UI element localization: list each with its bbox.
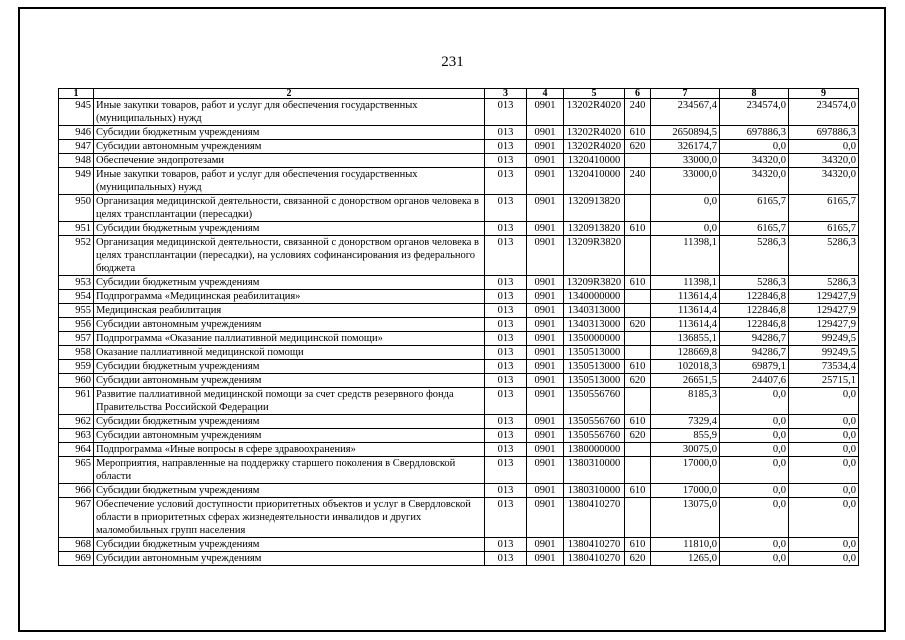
col3-cell: 013 (485, 140, 527, 154)
col8-value-cell: 0,0 (720, 552, 789, 566)
col9-value-cell: 0,0 (789, 140, 859, 154)
col4-cell: 0901 (527, 360, 564, 374)
col5-cell: 1340313000 (564, 304, 625, 318)
col6-cell: 610 (625, 126, 651, 140)
col9-value-cell: 0,0 (789, 498, 859, 538)
col3-cell: 013 (485, 154, 527, 168)
row-number-cell: 969 (59, 552, 94, 566)
col7-value-cell: 113614,4 (651, 290, 720, 304)
col9-value-cell: 0,0 (789, 443, 859, 457)
row-number-cell: 966 (59, 484, 94, 498)
header-cell: 4 (527, 89, 564, 99)
col4-cell: 0901 (527, 236, 564, 276)
col9-value-cell: 5286,3 (789, 236, 859, 276)
header-cell: 6 (625, 89, 651, 99)
col9-value-cell: 5286,3 (789, 276, 859, 290)
col5-cell: 1380000000 (564, 443, 625, 457)
col8-value-cell: 0,0 (720, 457, 789, 484)
col4-cell: 0901 (527, 552, 564, 566)
col4-cell: 0901 (527, 457, 564, 484)
col6-cell (625, 154, 651, 168)
col4-cell: 0901 (527, 195, 564, 222)
col7-value-cell: 11398,1 (651, 276, 720, 290)
col5-cell: 1340000000 (564, 290, 625, 304)
col6-cell (625, 236, 651, 276)
row-number-cell: 961 (59, 388, 94, 415)
row-number-cell: 959 (59, 360, 94, 374)
col8-value-cell: 0,0 (720, 498, 789, 538)
col4-cell: 0901 (527, 429, 564, 443)
col3-cell: 013 (485, 99, 527, 126)
col3-cell: 013 (485, 374, 527, 388)
col7-value-cell: 0,0 (651, 222, 720, 236)
budget-table (58, 88, 859, 566)
col6-cell (625, 346, 651, 360)
row-name-cell: Медицинская реабилитация (94, 304, 485, 318)
row-name-cell: Обеспечение условий доступности приоритетных объектов и услуг в Свердловской области в приоритетных сферах жизнедеятельности инвалидов и других маломобильных групп населения (94, 498, 485, 538)
row-number-cell: 954 (59, 290, 94, 304)
table-row (59, 346, 859, 360)
row-number-cell: 951 (59, 222, 94, 236)
col5-cell: 1340313000 (564, 318, 625, 332)
table-row (59, 388, 859, 415)
col6-cell: 620 (625, 140, 651, 154)
col6-cell: 610 (625, 222, 651, 236)
page-number: 231 (441, 54, 464, 70)
col6-cell (625, 304, 651, 318)
col5-cell: 1380310000 (564, 457, 625, 484)
row-number-cell: 958 (59, 346, 94, 360)
col7-value-cell: 136855,1 (651, 332, 720, 346)
col5-cell: 1350513000 (564, 346, 625, 360)
col6-cell: 240 (625, 99, 651, 126)
col7-value-cell: 234567,4 (651, 99, 720, 126)
col4-cell: 0901 (527, 498, 564, 538)
col5-cell: 1320410000 (564, 154, 625, 168)
col5-cell: 13202R4020 (564, 99, 625, 126)
table-row (59, 332, 859, 346)
col3-cell: 013 (485, 168, 527, 195)
row-name-cell: Оказание паллиативной медицинской помощи (94, 346, 485, 360)
row-name-cell: Обеспечение эндопротезами (94, 154, 485, 168)
row-name-cell: Подпрограмма «Оказание паллиативной медицинской помощи» (94, 332, 485, 346)
table-row (59, 276, 859, 290)
row-name-cell: Иные закупки товаров, работ и услуг для обеспечения государственных (муниципальных) нужд (94, 168, 485, 195)
col8-value-cell: 34320,0 (720, 168, 789, 195)
col5-cell: 1320913820 (564, 222, 625, 236)
col8-value-cell: 0,0 (720, 415, 789, 429)
col4-cell: 0901 (527, 318, 564, 332)
table-row (59, 99, 859, 126)
col7-value-cell: 326174,7 (651, 140, 720, 154)
col9-value-cell: 129427,9 (789, 290, 859, 304)
row-number-cell: 968 (59, 538, 94, 552)
row-name-cell: Развитие паллиативной медицинской помощи за счет средств резервного фонда Правительства Российской Федерации (94, 388, 485, 415)
col9-value-cell: 99249,5 (789, 332, 859, 346)
table-row (59, 552, 859, 566)
row-name-cell: Мероприятия, направленные на поддержку старшего поколения в Свердловской области (94, 457, 485, 484)
col7-value-cell: 113614,4 (651, 318, 720, 332)
col7-value-cell: 33000,0 (651, 168, 720, 195)
col9-value-cell: 129427,9 (789, 304, 859, 318)
row-number-cell: 952 (59, 236, 94, 276)
col3-cell: 013 (485, 346, 527, 360)
row-name-cell: Организация медицинской деятельности, связанной с донорством органов человека в целях трансплантации (пересадки) (94, 195, 485, 222)
col6-cell: 610 (625, 360, 651, 374)
col7-value-cell: 8185,3 (651, 388, 720, 415)
row-name-cell: Субсидии автономным учреждениям (94, 429, 485, 443)
row-name-cell: Субсидии бюджетным учреждениям (94, 222, 485, 236)
col4-cell: 0901 (527, 484, 564, 498)
row-number-cell: 948 (59, 154, 94, 168)
row-name-cell: Субсидии бюджетным учреждениям (94, 484, 485, 498)
col3-cell: 013 (485, 538, 527, 552)
table-row (59, 429, 859, 443)
col6-cell (625, 443, 651, 457)
col3-cell: 013 (485, 276, 527, 290)
col3-cell: 013 (485, 498, 527, 538)
col8-value-cell: 0,0 (720, 538, 789, 552)
row-number-cell: 946 (59, 126, 94, 140)
col9-value-cell: 6165,7 (789, 222, 859, 236)
col8-value-cell: 69879,1 (720, 360, 789, 374)
col5-cell: 13209R3820 (564, 276, 625, 290)
col9-value-cell: 129427,9 (789, 318, 859, 332)
col7-value-cell: 17000,0 (651, 457, 720, 484)
col6-cell: 610 (625, 484, 651, 498)
col7-value-cell: 11810,0 (651, 538, 720, 552)
col5-cell: 1320913820 (564, 195, 625, 222)
col9-value-cell: 234574,0 (789, 99, 859, 126)
row-number-cell: 950 (59, 195, 94, 222)
col5-cell: 1380410270 (564, 552, 625, 566)
table-row (59, 443, 859, 457)
table-row (59, 374, 859, 388)
col8-value-cell: 94286,7 (720, 346, 789, 360)
col6-cell (625, 290, 651, 304)
col4-cell: 0901 (527, 374, 564, 388)
col7-value-cell: 113614,4 (651, 304, 720, 318)
col5-cell: 13202R4020 (564, 140, 625, 154)
col9-value-cell: 0,0 (789, 429, 859, 443)
table-row (59, 154, 859, 168)
col3-cell: 013 (485, 236, 527, 276)
col9-value-cell: 99249,5 (789, 346, 859, 360)
row-number-cell: 967 (59, 498, 94, 538)
col3-cell: 013 (485, 222, 527, 236)
table-row (59, 457, 859, 484)
row-name-cell: Субсидии бюджетным учреждениям (94, 360, 485, 374)
col8-value-cell: 0,0 (720, 429, 789, 443)
table-row (59, 318, 859, 332)
col3-cell: 013 (485, 415, 527, 429)
col6-cell: 610 (625, 415, 651, 429)
col4-cell: 0901 (527, 168, 564, 195)
col7-value-cell: 0,0 (651, 195, 720, 222)
col4-cell: 0901 (527, 388, 564, 415)
col8-value-cell: 0,0 (720, 140, 789, 154)
col5-cell: 1380410270 (564, 498, 625, 538)
col8-value-cell: 94286,7 (720, 332, 789, 346)
col9-value-cell: 0,0 (789, 484, 859, 498)
row-number-cell: 947 (59, 140, 94, 154)
col6-cell: 620 (625, 318, 651, 332)
col8-value-cell: 34320,0 (720, 154, 789, 168)
col9-value-cell: 697886,3 (789, 126, 859, 140)
col4-cell: 0901 (527, 304, 564, 318)
col6-cell (625, 498, 651, 538)
col4-cell: 0901 (527, 290, 564, 304)
col3-cell: 013 (485, 195, 527, 222)
header-cell: 3 (485, 89, 527, 99)
row-name-cell: Субсидии автономным учреждениям (94, 318, 485, 332)
row-name-cell: Субсидии автономным учреждениям (94, 374, 485, 388)
col7-value-cell: 2650894,5 (651, 126, 720, 140)
col3-cell: 013 (485, 290, 527, 304)
table-row (59, 304, 859, 318)
col7-value-cell: 11398,1 (651, 236, 720, 276)
table-row (59, 126, 859, 140)
row-name-cell: Субсидии автономным учреждениям (94, 552, 485, 566)
col4-cell: 0901 (527, 443, 564, 457)
table-row (59, 140, 859, 154)
table-row (59, 195, 859, 222)
row-name-cell: Субсидии бюджетным учреждениям (94, 276, 485, 290)
col5-cell: 13202R4020 (564, 126, 625, 140)
row-number-cell: 964 (59, 443, 94, 457)
col8-value-cell: 697886,3 (720, 126, 789, 140)
col7-value-cell: 128669,8 (651, 346, 720, 360)
row-name-cell: Субсидии автономным учреждениям (94, 140, 485, 154)
row-name-cell: Субсидии бюджетным учреждениям (94, 126, 485, 140)
table-row (59, 415, 859, 429)
col8-value-cell: 234574,0 (720, 99, 789, 126)
col9-value-cell: 73534,4 (789, 360, 859, 374)
header-cell: 1 (59, 89, 94, 99)
col9-value-cell: 6165,7 (789, 195, 859, 222)
col6-cell (625, 457, 651, 484)
row-number-cell: 949 (59, 168, 94, 195)
col4-cell: 0901 (527, 154, 564, 168)
col7-value-cell: 1265,0 (651, 552, 720, 566)
col7-value-cell: 33000,0 (651, 154, 720, 168)
row-number-cell: 957 (59, 332, 94, 346)
row-number-cell: 955 (59, 304, 94, 318)
col6-cell: 610 (625, 538, 651, 552)
col4-cell: 0901 (527, 346, 564, 360)
table-row (59, 290, 859, 304)
col6-cell (625, 332, 651, 346)
table-row (59, 498, 859, 538)
col3-cell: 013 (485, 388, 527, 415)
header-cell: 5 (564, 89, 625, 99)
col6-cell (625, 388, 651, 415)
col8-value-cell: 5286,3 (720, 276, 789, 290)
col4-cell: 0901 (527, 99, 564, 126)
col5-cell: 1350556760 (564, 429, 625, 443)
col9-value-cell: 0,0 (789, 552, 859, 566)
col7-value-cell: 855,9 (651, 429, 720, 443)
row-number-cell: 963 (59, 429, 94, 443)
row-name-cell: Иные закупки товаров, работ и услуг для обеспечения государственных (муниципальных) нужд (94, 99, 485, 126)
col4-cell: 0901 (527, 332, 564, 346)
col6-cell: 610 (625, 276, 651, 290)
row-name-cell: Организация медицинской деятельности, связанной с донорством органов человека в целях трансплантации (пересадки), на условиях софинансирования из федерального бюджета (94, 236, 485, 276)
col8-value-cell: 0,0 (720, 443, 789, 457)
header-cell: 2 (94, 89, 485, 99)
header-cell: 8 (720, 89, 789, 99)
row-name-cell: Субсидии бюджетным учреждениям (94, 415, 485, 429)
row-number-cell: 960 (59, 374, 94, 388)
col7-value-cell: 7329,4 (651, 415, 720, 429)
table-row (59, 484, 859, 498)
col6-cell: 620 (625, 429, 651, 443)
col6-cell: 620 (625, 552, 651, 566)
col3-cell: 013 (485, 126, 527, 140)
col9-value-cell: 25715,1 (789, 374, 859, 388)
table-row (59, 236, 859, 276)
col3-cell: 013 (485, 429, 527, 443)
col9-value-cell: 0,0 (789, 415, 859, 429)
col5-cell: 1380410270 (564, 538, 625, 552)
col9-value-cell: 34320,0 (789, 154, 859, 168)
col3-cell: 013 (485, 484, 527, 498)
col5-cell: 1350556760 (564, 388, 625, 415)
col5-cell: 1350000000 (564, 332, 625, 346)
col9-value-cell: 0,0 (789, 538, 859, 552)
col3-cell: 013 (485, 552, 527, 566)
col5-cell: 1380310000 (564, 484, 625, 498)
table-row (59, 538, 859, 552)
col5-cell: 1320410000 (564, 168, 625, 195)
col6-cell: 240 (625, 168, 651, 195)
col5-cell: 1350556760 (564, 415, 625, 429)
row-name-cell: Подпрограмма «Иные вопросы в сфере здравоохранения» (94, 443, 485, 457)
row-number-cell: 956 (59, 318, 94, 332)
header-cell: 9 (789, 89, 859, 99)
col7-value-cell: 13075,0 (651, 498, 720, 538)
col3-cell: 013 (485, 318, 527, 332)
row-number-cell: 962 (59, 415, 94, 429)
col8-value-cell: 5286,3 (720, 236, 789, 276)
col8-value-cell: 24407,6 (720, 374, 789, 388)
col6-cell (625, 195, 651, 222)
col5-cell: 1350513000 (564, 374, 625, 388)
row-name-cell: Подпрограмма «Медицинская реабилитация» (94, 290, 485, 304)
col4-cell: 0901 (527, 126, 564, 140)
row-number-cell: 945 (59, 99, 94, 126)
row-name-cell: Субсидии бюджетным учреждениям (94, 538, 485, 552)
col3-cell: 013 (485, 332, 527, 346)
table-row (59, 168, 859, 195)
col3-cell: 013 (485, 360, 527, 374)
col7-value-cell: 26651,5 (651, 374, 720, 388)
col8-value-cell: 122846,8 (720, 290, 789, 304)
col6-cell: 620 (625, 374, 651, 388)
col8-value-cell: 6165,7 (720, 195, 789, 222)
col7-value-cell: 17000,0 (651, 484, 720, 498)
col4-cell: 0901 (527, 140, 564, 154)
col7-value-cell: 102018,3 (651, 360, 720, 374)
table-row (59, 222, 859, 236)
col8-value-cell: 122846,8 (720, 318, 789, 332)
col4-cell: 0901 (527, 222, 564, 236)
col8-value-cell: 0,0 (720, 484, 789, 498)
col4-cell: 0901 (527, 415, 564, 429)
col9-value-cell: 34320,0 (789, 168, 859, 195)
row-number-cell: 965 (59, 457, 94, 484)
col5-cell: 1350513000 (564, 360, 625, 374)
col9-value-cell: 0,0 (789, 388, 859, 415)
col3-cell: 013 (485, 457, 527, 484)
header-row (59, 89, 859, 99)
col8-value-cell: 122846,8 (720, 304, 789, 318)
header-cell: 7 (651, 89, 720, 99)
col5-cell: 13209R3820 (564, 236, 625, 276)
col4-cell: 0901 (527, 538, 564, 552)
col7-value-cell: 30075,0 (651, 443, 720, 457)
col8-value-cell: 6165,7 (720, 222, 789, 236)
col3-cell: 013 (485, 304, 527, 318)
col9-value-cell: 0,0 (789, 457, 859, 484)
col3-cell: 013 (485, 443, 527, 457)
col4-cell: 0901 (527, 276, 564, 290)
table-row (59, 360, 859, 374)
col8-value-cell: 0,0 (720, 388, 789, 415)
row-number-cell: 953 (59, 276, 94, 290)
